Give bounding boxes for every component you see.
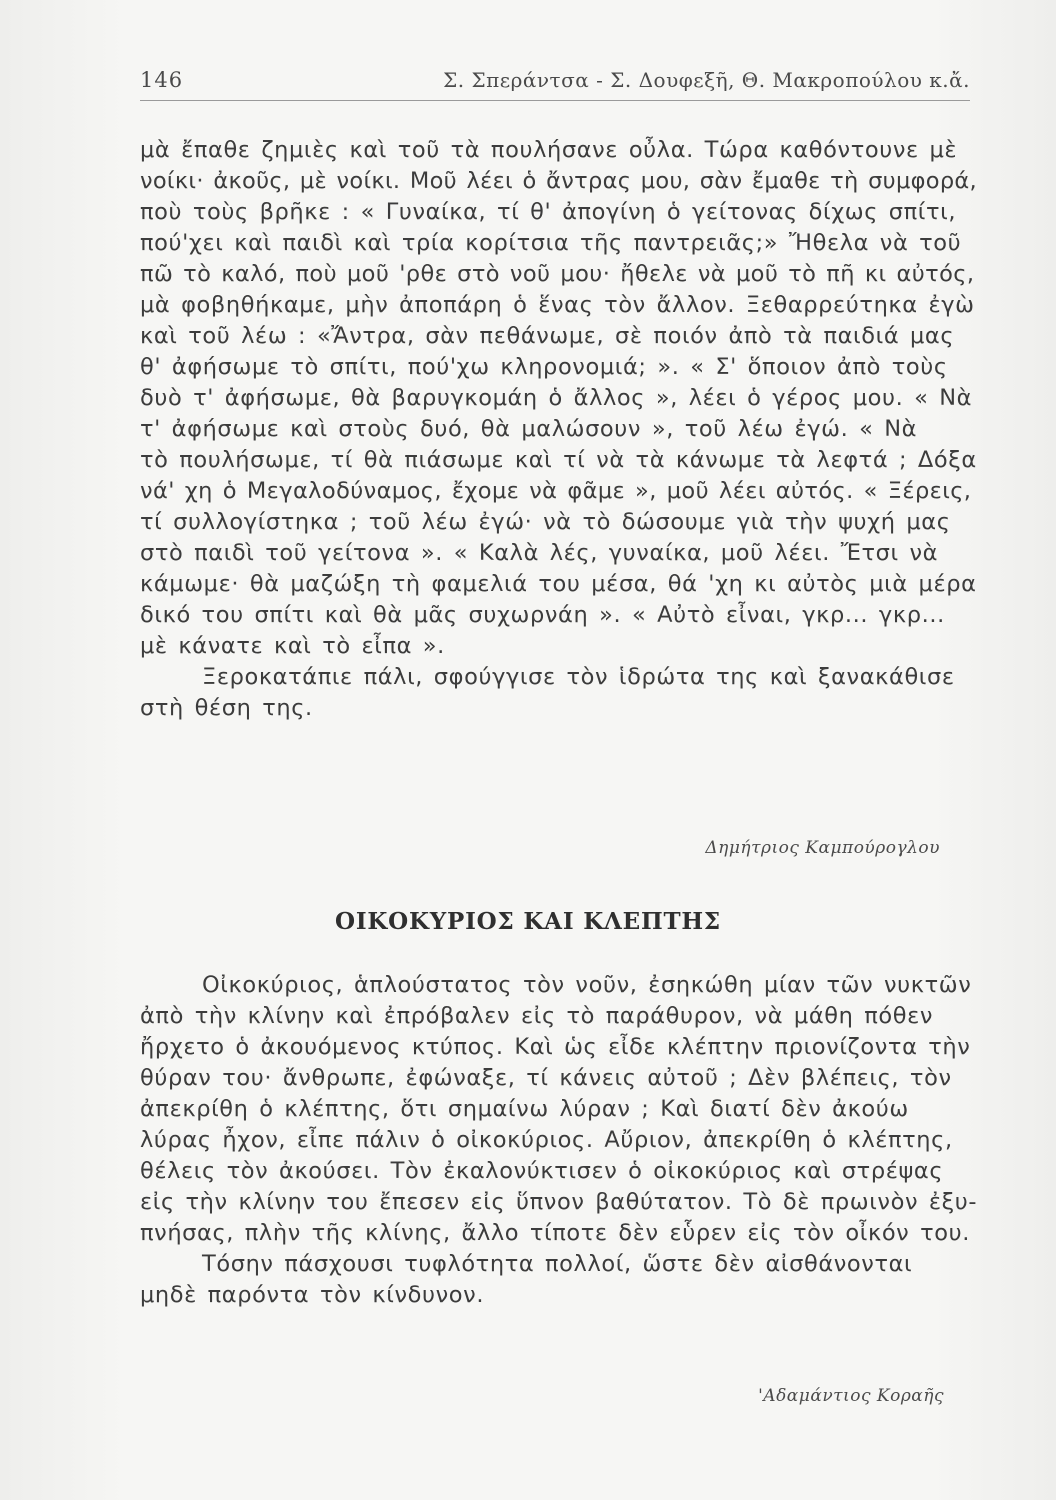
text-line: πῶ τὸ καλό, ποὺ μοῦ 'ρθε στὸ νοῦ μου· ἤθελε νὰ μοῦ τὸ πῆ κι αὐτός, [140,261,975,287]
text-line: μηδὲ παρόντα τὸν κίνδυνον. [140,1282,485,1308]
text-line: ποὺ τοὺς βρῆκε : « Γυναίκα, τί θ' ἀπογίνη ὁ γείτονας δίχως σπίτι, [140,199,957,225]
header-rule [140,100,970,101]
text-line: θύραν του· ἄνθρωπε, ἐφώναξε, τί κάνεις αὐτοῦ ; Δὲν βλέπεις, τὸν [140,1065,952,1091]
text-line: νά' χη ὁ Μεγαλοδύναμος, ἔχομε νὰ φᾶμε », μοῦ λέει αὐτός. « Ξέρεις, [140,478,972,504]
text-line: ἤρχετο ὁ ἀκουόμενος κτύπος. Καὶ ὡς εἶδε κλέπτην πριονίζοντα τὴν [140,1034,971,1060]
text-line: μὲ κάνατε καὶ τὸ εἶπα ». [140,633,445,659]
text-line: ἀπὸ τὴν κλίνην καὶ ἐπρόβαλεν εἰς τὸ παράθυρον, νὰ μάθη πόθεν [140,1003,934,1029]
text-line: μὰ ἔπαθε ζημιὲς καὶ τοῦ τὰ πουλήσανε οὖλα. Τώρα καθόντουνε μὲ [140,137,958,163]
text-line: Τόσην πάσχουσι τυφλότητα πολλοί, ὥστε δὲν αἰσθάνονται [202,1251,913,1277]
text-line: Ξεροκατάπιε πάλι, σφούγγισε τὸν ἱδρώτα της καὶ ξανακάθισε [202,664,955,690]
text-line: θ' ἀφήσωμε τὸ σπίτι, πού'χω κληρονομιά; ». « Σ' ὅποιον ἀπὸ τοὺς [140,354,948,380]
text-line: πού'χει καὶ παιδὶ καὶ τρία κορίτσια τῆς παντρειᾶς;» Ἤθελα νὰ τοῦ [140,230,962,256]
passage-korais [140,970,980,1311]
text-line: νοίκι· ἀκοῦς, μὲ νοίκι. Μοῦ λέει ὁ ἄντρας μου, σὰν ἔμαθε τὴ συμφορά, [140,168,977,194]
text-line: δυὸ τ' ἀφήσωμε, θὰ βαρυγκομάη ὁ ἄλλος », λέει ὁ γέρος μου. « Νὰ [140,385,973,411]
page-number: 146 [140,68,184,92]
text-line: λύρας ἦχον, εἶπε πάλιν ὁ οἰκοκύριος. Αὔριον, ἀπεκρίθη ὁ κλέπτης, [140,1127,953,1153]
text-line: στὸ παιδὶ τοῦ γείτονα ». « Καλὰ λές, γυναίκα, μοῦ λέει. Ἔτσι νὰ [140,540,939,566]
text-line: κάμωμε· θὰ μαζώξη τὴ φαμελιά του μέσα, θά 'χη κι αὐτὸς μιὰ μέρα [140,571,977,597]
text-line: δικό του σπίτι καὶ θὰ μᾶς συχωρνάη ». « Αὐτὸ εἶναι, γκρ... γκρ... [140,602,945,628]
text-line: πνήσας, πλὴν τῆς κλίνης, ἄλλο τίποτε δὲν εὗρεν εἰς τὸν οἶκόν του. [140,1220,970,1246]
text-line: στὴ θέση της. [140,695,313,721]
text-line: θέλεις τὸν ἀκούσει. Τὸν ἐκαλονύκτισεν ὁ οἰκοκύριος καὶ στρέψας [140,1158,944,1184]
running-head: Σ. Σπεράντσα - Σ. Δουφεξῆ, Θ. Μακροπούλου κ.ἄ. [443,68,970,92]
text-line: ἀπεκρίθη ὁ κλέπτης, ὅτι σημαίνω λύραν ; Καὶ διατί δὲν ἀκούω [140,1096,909,1122]
text-line: καὶ τοῦ λέω : «Ἄντρα, σὰν πεθάνωμε, σὲ ποιόν ἀπὸ τὰ παιδιά μας [140,323,955,349]
text-line: τί συλλογίστηκα ; τοῦ λέω ἐγώ· νὰ τὸ δώσουμε γιὰ τὴν ψυχή μας [140,509,951,535]
text-line: τ' ἀφήσωμε καὶ στοὺς δυό, θὰ μαλώσουν », τοῦ λέω ἐγώ. « Νὰ [140,416,918,442]
section-title: ΟΙΚΟΚΥΡΙΟΣ ΚΑΙ ΚΛΕΠΤΗΣ [335,908,721,935]
passage-kampouroglou [140,135,980,724]
page-header [140,62,970,92]
text-line: Οἰκοκύριος, ἁπλούστατος τὸν νοῦν, ἐσηκώθη μίαν τῶν νυκτῶν [202,972,972,998]
author-signature: Δημήτριος Καμπούρογλου [705,838,940,858]
text-line: τὸ πουλήσωμε, τί θὰ πιάσωμε καὶ τί νὰ τὰ κάνωμε τὰ λεφτά ; Δόξα [140,447,977,473]
author-signature: 'Αδαμάντιος Κοραῆς [758,1386,944,1406]
text-line: εἰς τὴν κλίνην του ἔπεσεν εἰς ὕπνον βαθύτατον. Τὸ δὲ πρωινὸν ἐξυ- [140,1189,978,1215]
text-line: μὰ φοβηθήκαμε, μὴν ἀποπάρη ὁ ἕνας τὸν ἄλλον. Ξεθαρρεύτηκα ἐγὼ [140,292,975,318]
